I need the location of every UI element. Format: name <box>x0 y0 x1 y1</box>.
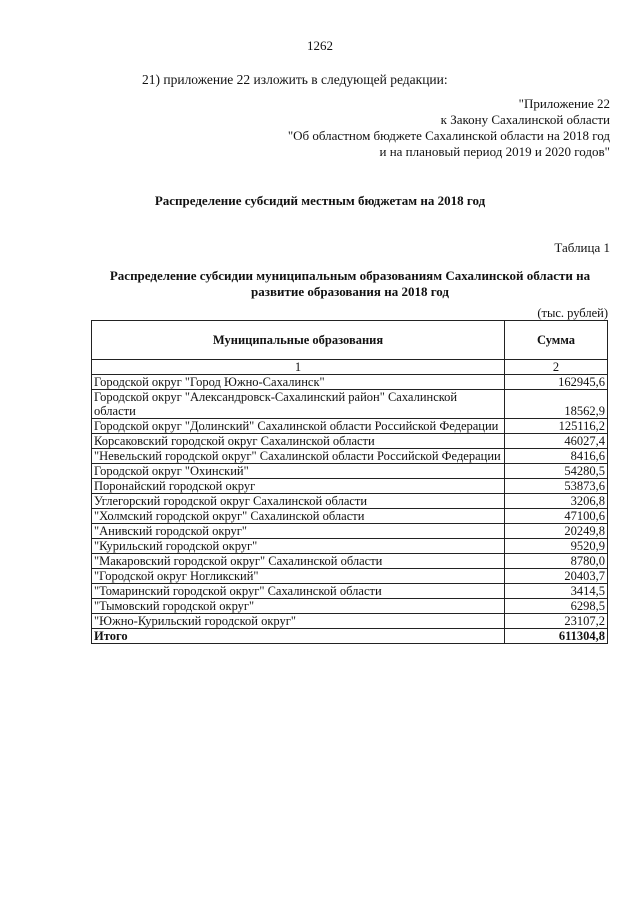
municipality-name: Корсаковский городской округ Сахалинской области <box>92 434 505 449</box>
municipality-name: "Невельский городской округ" Сахалинской области Российской Федерации <box>92 449 505 464</box>
municipality-name: Углегорский городской округ Сахалинской области <box>92 494 505 509</box>
total-row <box>92 629 608 644</box>
appendix-line: "Приложение 22 <box>518 96 610 111</box>
subsidy-amount: 46027,4 <box>505 434 608 449</box>
table-row <box>92 449 608 464</box>
subsidy-amount: 9520,9 <box>505 539 608 554</box>
table-row <box>92 599 608 614</box>
table-row <box>92 464 608 479</box>
total-label: Итого <box>92 629 505 644</box>
table-label: Таблица 1 <box>554 240 610 255</box>
table-row <box>92 554 608 569</box>
table-row <box>92 539 608 554</box>
table-row <box>92 509 608 524</box>
column-number: 1 <box>92 360 505 375</box>
table-title-line: развитие образования на 2018 год <box>251 284 449 299</box>
table-row <box>92 434 608 449</box>
municipality-name: "Анивский городской округ" <box>92 524 505 539</box>
column-number-row <box>92 360 608 375</box>
table-title-line: Распределение субсидии муниципальным образованиям Сахалинской области на <box>109 268 591 283</box>
municipality-name: "Томаринский городской округ" Сахалинской области <box>92 584 505 599</box>
municipality-name: Городской округ "Город Южно-Сахалинск" <box>92 375 505 390</box>
appendix-line: "Об областном бюджете Сахалинской области на 2018 год <box>287 128 610 143</box>
appendix-line: к Закону Сахалинской области <box>440 112 610 127</box>
subsidy-amount: 54280,5 <box>505 464 608 479</box>
table-row <box>92 375 608 390</box>
subsidy-amount: 8416,6 <box>505 449 608 464</box>
table-row <box>92 494 608 509</box>
municipality-name: "Холмский городской округ" Сахалинской области <box>92 509 505 524</box>
municipality-name: Городской округ "Долинский" Сахалинской области Российской Федерации <box>92 419 505 434</box>
subsidy-amount: 3206,8 <box>505 494 608 509</box>
municipality-name: Поронайский городской округ <box>92 479 505 494</box>
table-row <box>92 390 608 419</box>
table-row <box>92 419 608 434</box>
intro-text: 21) приложение 22 изложить в следующей редакции: <box>142 72 448 87</box>
units-label: (тыс. рублей) <box>537 306 608 320</box>
municipality-name: "Тымовский городской округ" <box>92 599 505 614</box>
municipality-name: Городской округ "Александровск-Сахалинский район" Сахалинской области <box>92 390 505 419</box>
total-amount: 611304,8 <box>505 629 608 644</box>
table-header-row <box>92 321 608 360</box>
subsidy-amount: 3414,5 <box>505 584 608 599</box>
appendix-line: и на плановый период 2019 и 2020 годов" <box>379 144 610 159</box>
subsidy-amount: 20403,7 <box>505 569 608 584</box>
table-title <box>60 268 640 300</box>
municipality-name: Городской округ "Охинский" <box>92 464 505 479</box>
header-amount: Сумма <box>505 321 608 360</box>
table-row <box>92 479 608 494</box>
table-row <box>92 584 608 599</box>
municipality-name: "Макаровский городской округ" Сахалинской области <box>92 554 505 569</box>
subsidy-amount: 8780,0 <box>505 554 608 569</box>
subsidy-amount: 20249,8 <box>505 524 608 539</box>
subsidy-amount: 162945,6 <box>505 375 608 390</box>
municipality-name: "Городской округ Ногликский" <box>92 569 505 584</box>
subsidy-table <box>91 320 608 644</box>
main-title: Распределение субсидий местным бюджетам на 2018 год <box>154 193 486 208</box>
municipality-name: "Курильский городской округ" <box>92 539 505 554</box>
table-row <box>92 524 608 539</box>
appendix-reference <box>288 96 610 160</box>
subsidy-amount: 125116,2 <box>505 419 608 434</box>
page-number: 1262 <box>307 38 333 53</box>
subsidy-amount: 23107,2 <box>505 614 608 629</box>
table-row <box>92 569 608 584</box>
subsidy-amount: 47100,6 <box>505 509 608 524</box>
municipality-name: "Южно-Курильский городской округ" <box>92 614 505 629</box>
header-municipality: Муниципальные образования <box>92 321 505 360</box>
subsidy-amount: 53873,6 <box>505 479 608 494</box>
subsidy-amount: 6298,5 <box>505 599 608 614</box>
column-number: 2 <box>505 360 608 375</box>
subsidy-amount: 18562,9 <box>505 390 608 419</box>
table-row <box>92 614 608 629</box>
